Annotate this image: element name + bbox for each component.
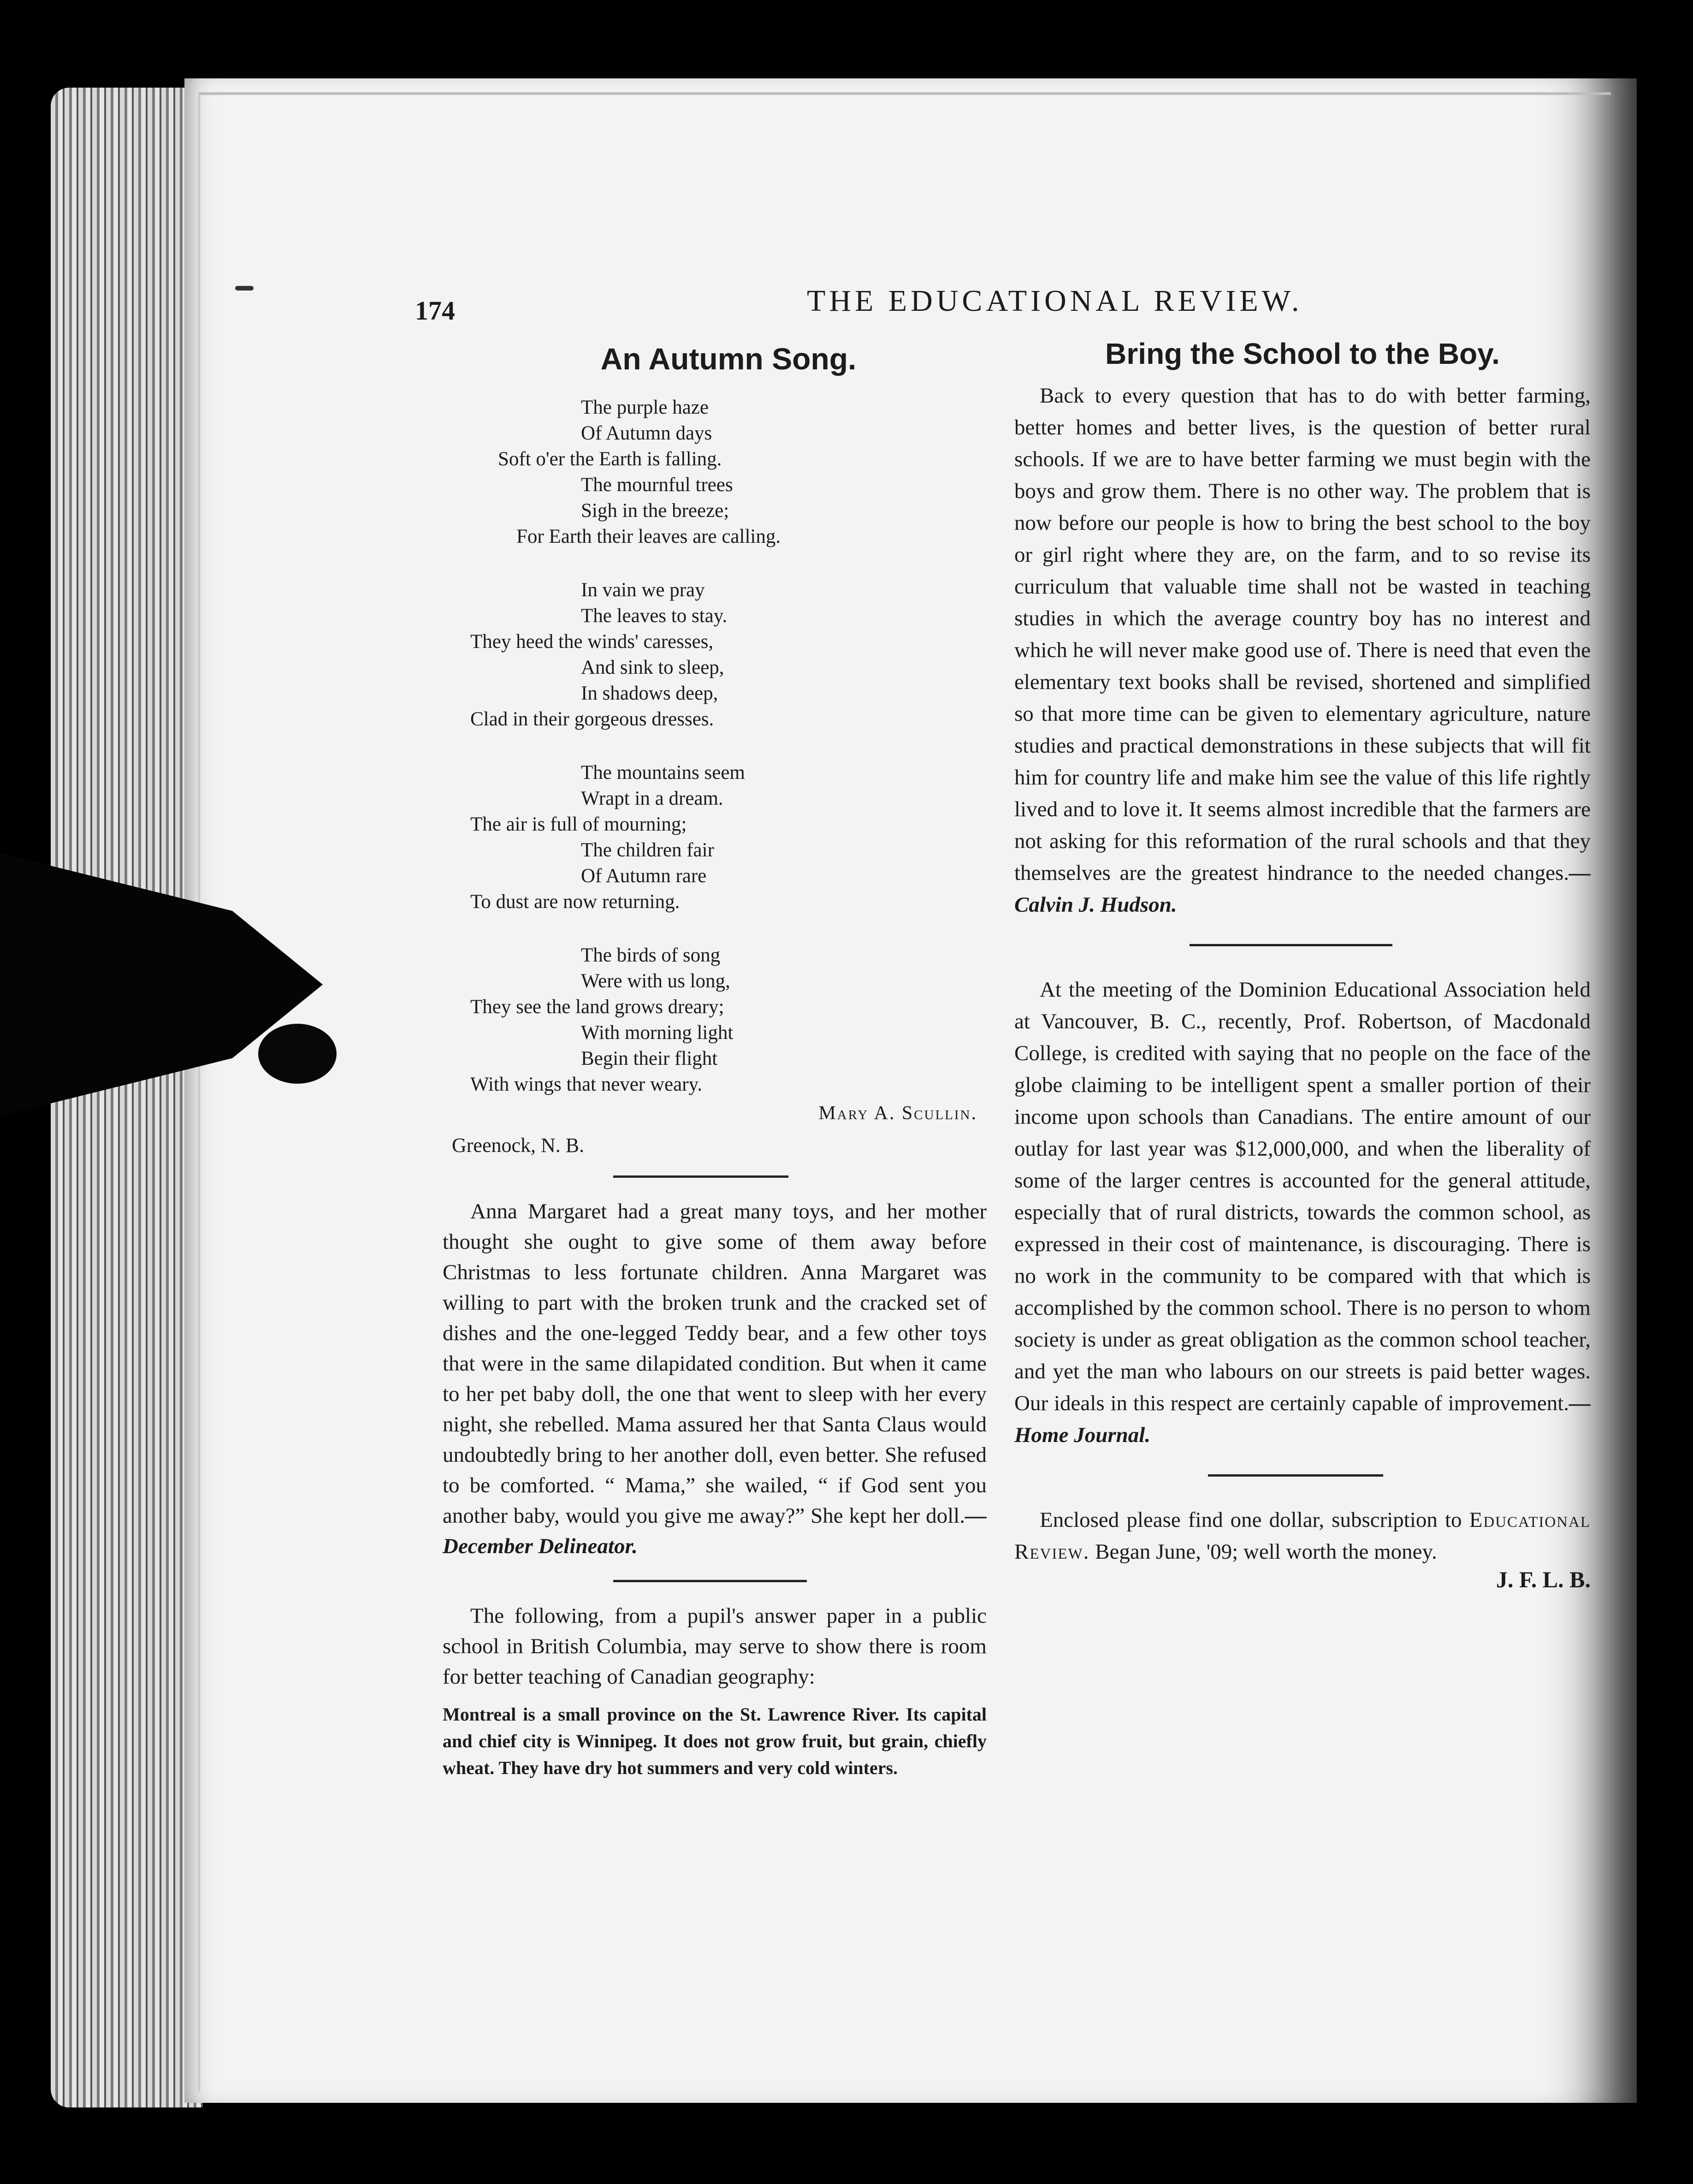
poem-line: With wings that never weary. xyxy=(470,1074,702,1095)
poem-line: Of Autumn rare xyxy=(581,865,707,887)
poem-line: The purple haze xyxy=(581,397,709,418)
poem-line: In shadows deep, xyxy=(581,682,718,704)
poem-line: They heed the winds' caresses, xyxy=(470,631,714,653)
poem-line: Wrapt in a dream. xyxy=(581,788,723,809)
poem-line: With morning light xyxy=(581,1022,734,1044)
dominion-article-source: —Home Journal. xyxy=(1014,1391,1591,1447)
section-divider xyxy=(1208,1474,1383,1477)
poem-line: The birds of song xyxy=(581,944,721,966)
thumb-tip xyxy=(258,1024,337,1084)
poem-line: For Earth their leaves are calling. xyxy=(516,526,781,547)
poem-stanza-4 xyxy=(443,943,987,1098)
doll-story-source: —December Delineator. xyxy=(443,1504,987,1558)
poem-line: Clad in their gorgeous dresses. xyxy=(470,708,714,730)
poem-stanza-2 xyxy=(443,577,987,732)
poem-line: The mountains seem xyxy=(581,762,745,783)
poem-place: Greenock, N. B. xyxy=(452,1134,585,1157)
subscription-note: Enclosed please find one dollar, subscription to Educational Review. Began June, '09; well worth the money. xyxy=(1014,1508,1591,1564)
poem-line: The children fair xyxy=(581,839,714,861)
section-divider xyxy=(613,1580,807,1582)
school-article-text: Back to every question that has to do with better farming, better homes and better lives, is the question of better rural schools. If we are to have better farming we must begin with the boys and grow them. There is no other way. The problem that is now before our people is how to bring the best school to the boy or girl right where they are, on the farm, and to so revise its curriculum that valuable time shall not be wasted in teaching studies in which the average country boy has no interest and which he will never make good use of. There is need that even the elementary text books shall be revised, shortened and simplified so that more time can be given to elementary agriculture, nature studies and practical demonstrations in these subjects that will fit him for country life and make him see the value of this life rightly lived and to love it. It seems almost incredible that the farmers are not asking for this reformation of the rural schools and that they themselves are the greatest hindrance to the needed changes.—Calvin J. Hudson. xyxy=(1014,384,1591,917)
poem-line: In vain we pray xyxy=(581,579,705,601)
school-article-title: Bring the School to the Boy. xyxy=(1105,337,1500,370)
section-divider xyxy=(613,1175,788,1178)
subscription-journal: Educational Review. xyxy=(1014,1508,1591,1564)
doll-story-text: Anna Margaret had a great many toys, and her mother thought she ought to give some of them away before Christmas to less fortunate children. Anna Margaret was willing to part with the broken trunk and the cracked set of dishes and the one-legged Teddy bear, and a few other toys that were in the same dilapidated condition. But when it came to her pet baby doll, the one that went to sleep with her every night, she rebelled. Mama assured her that Santa Claus would undoubtedly bring to her another doll, even better. She refused to be comforted. “ Mama,” she wailed, “ if God sent you another baby, would you give me away?” She kept her doll.—December Delineator. xyxy=(443,1199,987,1558)
geography-intro: The following, from a pupil's answer paper in a public school in British Columbia, may serve to show there is room for better teaching of Canadian geography: xyxy=(443,1604,987,1689)
right-column xyxy=(1014,337,1591,1593)
poem-author: Mary A. Scullin. xyxy=(818,1103,977,1124)
poem-line: To dust are now returning. xyxy=(470,891,680,913)
section-divider xyxy=(1190,944,1392,946)
poem-line: Begin their flight xyxy=(581,1048,718,1069)
poem-line: Soft o'er the Earth is falling. xyxy=(498,448,722,470)
journal-title: THE EDUCATIONAL REVIEW. xyxy=(807,284,1303,318)
left-column xyxy=(443,341,987,1781)
poem-stanza-3 xyxy=(443,760,987,915)
running-head xyxy=(415,277,1521,326)
poem-line: The air is full of mourning; xyxy=(470,813,687,835)
page-number: 174 xyxy=(415,296,455,326)
geography-quote: Montreal is a small province on the St. Lawrence River. Its capital and chief city is Winnipeg. It does not grow fruit, but grain, chiefly wheat. They have dry hot summers and very cold winters. xyxy=(443,1704,987,1778)
poem-line: They see the land grows dreary; xyxy=(470,996,724,1018)
poem-line: The mournful trees xyxy=(581,474,733,496)
poem-line: Were with us long, xyxy=(581,970,730,992)
margin-mark xyxy=(235,286,254,291)
poem-line: Of Autumn days xyxy=(581,422,712,444)
poem-line: The leaves to stay. xyxy=(581,605,728,627)
dominion-article-text: At the meeting of the Dominion Educational Association held at Vancouver, B. C., recently, Prof. Robertson, of Macdonald College, is credited with saying that no people on the face of the globe claiming to be intelligent spent a smaller portion of their income upon schools than Canadians. The entire amount of our outlay for last year was $12,000,000, and when the liberality of some of the larger centres is accounted for the general attitude, especially that of rural districts, towards the common school, as expressed in their cost of maintenance, is discouraging. There is no work in the community to be compared with that which is accomplished by the common school. There is no person to whom society is under as great obligation as the common school teacher, and yet the man who labours on our streets is paid better wages. Our ideals in this respect are certainly capable of improvement.—Home Journal. xyxy=(1014,978,1591,1447)
poem-line: Sigh in the breeze; xyxy=(581,500,729,522)
school-article-source: —Calvin J. Hudson. xyxy=(1014,861,1591,917)
subscription-signature: J. F. L. B. xyxy=(1496,1567,1591,1592)
poem-line: And sink to sleep, xyxy=(581,657,724,678)
poem-title: An Autumn Song. xyxy=(600,342,857,376)
poem-stanza-1 xyxy=(443,395,987,550)
